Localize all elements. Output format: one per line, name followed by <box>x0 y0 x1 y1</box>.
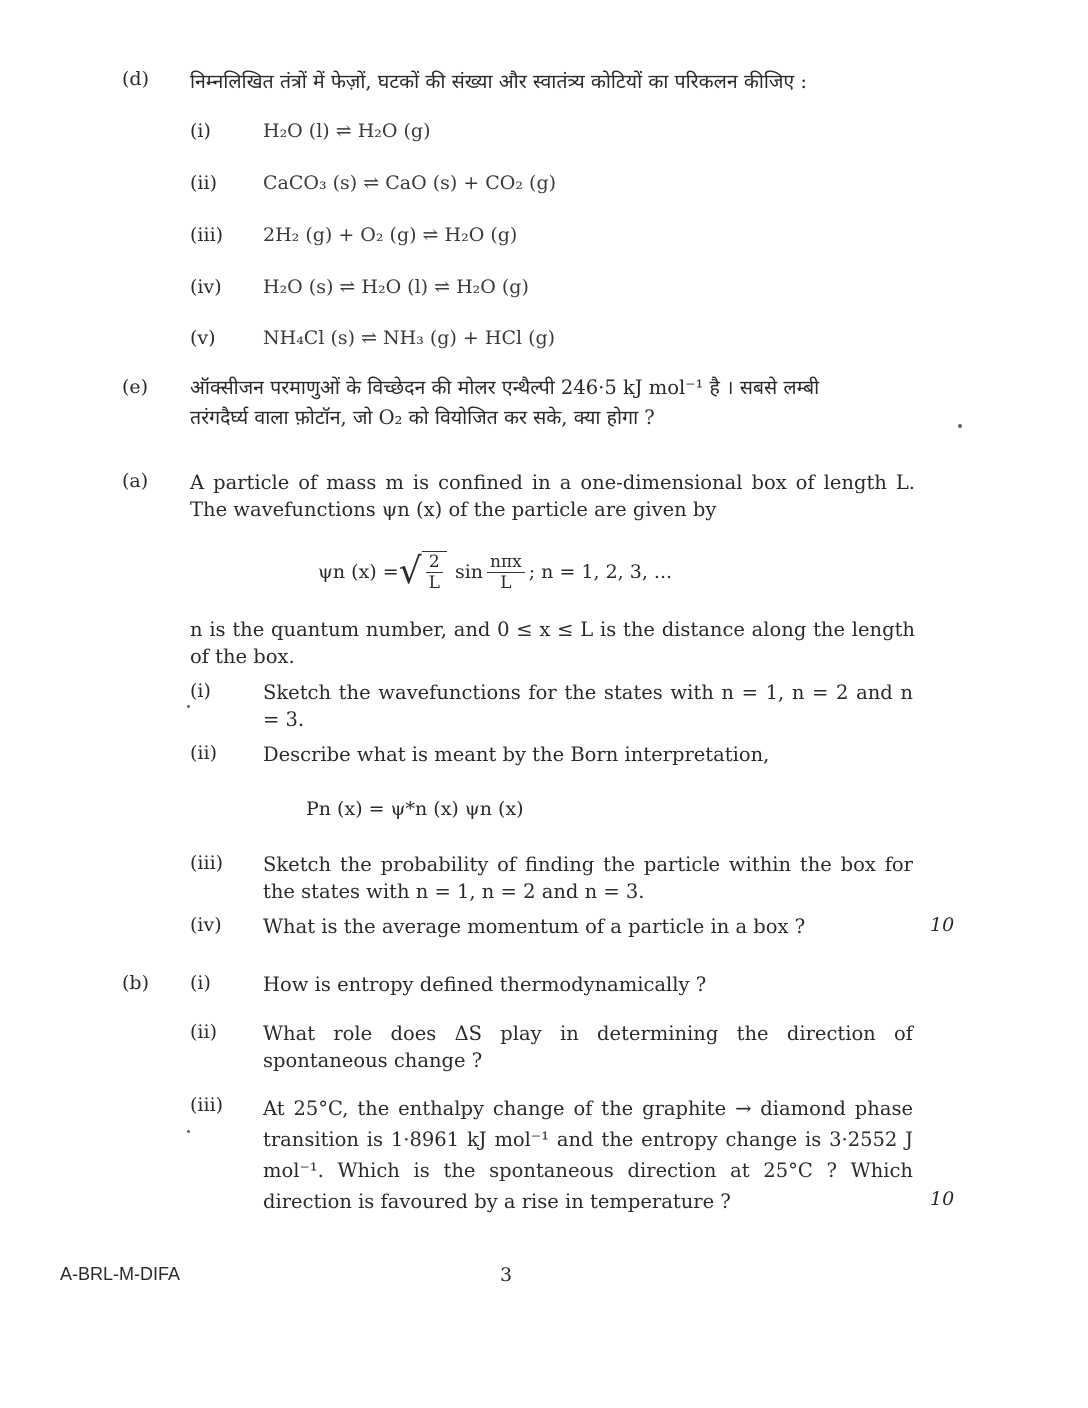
page-number: 3 <box>500 1264 513 1286</box>
part-d-item-equation: CaCO₃ (s) ⇌ CaO (s) + CO₂ (g) <box>263 172 557 194</box>
sin-function: sin <box>454 560 484 583</box>
part-d-item-equation: H₂O (l) ⇌ H₂O (g) <box>263 120 431 142</box>
sqrt-symbol: √ <box>398 551 422 592</box>
part-a-after-text: n is the quantum number, and 0 ≤ x ≤ L is the distance along the length of the box. <box>190 618 915 668</box>
part-d-label: (d) <box>122 68 149 90</box>
part-a-sub-label: (iv) <box>190 914 222 936</box>
part-b-marks: 10 <box>930 1188 955 1210</box>
part-b-sub-label: (ii) <box>190 1021 217 1043</box>
part-d-item-label: (i) <box>190 120 211 142</box>
scan-speck <box>187 705 190 708</box>
wavefunction-lhs: ψn (x) = <box>318 560 399 583</box>
paper-code: A-BRL-M-DIFA <box>60 1264 181 1284</box>
fraction-numerator: nπx <box>487 552 525 573</box>
part-a-sub-text: Sketch the probability of finding the particle within the box for the states with n = 1, n = 2 and n = 3. <box>263 853 913 903</box>
part-a-label: (a) <box>122 470 149 492</box>
part-b-sub-text: How is entropy defined thermodynamically ? <box>263 973 707 996</box>
part-b-label: (b) <box>122 972 149 994</box>
fraction-numerator: 2 <box>426 552 443 573</box>
fraction-npix-over-l <box>487 552 525 593</box>
scan-speck <box>958 424 962 428</box>
part-d-item-label: (iii) <box>190 224 224 246</box>
part-d-item-equation: 2H₂ (g) + O₂ (g) ⇌ H₂O (g) <box>263 224 518 246</box>
part-e-line-1: ऑक्सीजन परमाणुओं के विच्छेदन की मोलर एन्थैल्पी 246·5 kJ mol⁻¹ है । सबसे लम्बी <box>190 376 820 399</box>
part-a-sub-text: Sketch the wavefunctions for the states with n = 1, n = 2 and n = 3. <box>263 681 913 731</box>
part-a-sub-text: Describe what is meant by the Born interpretation, <box>263 743 770 766</box>
part-d-item-label: (iv) <box>190 276 222 298</box>
part-d-item-equation: NH₄Cl (s) ⇌ NH₃ (g) + HCl (g) <box>263 327 556 349</box>
part-e-label: (e) <box>122 376 149 398</box>
part-d-item-label: (ii) <box>190 172 217 194</box>
born-interpretation-equation: Pn (x) = ψ*n (x) ψn (x) <box>306 798 524 820</box>
fraction-two-over-l <box>426 552 443 593</box>
part-d-item-equation: H₂O (s) ⇌ H₂O (l) ⇌ H₂O (g) <box>263 276 529 298</box>
part-a-marks: 10 <box>930 914 955 936</box>
part-a-sub-label: (iii) <box>190 852 224 874</box>
part-b-sub-label: (i) <box>190 972 211 994</box>
part-b-sub-text: At 25°C, the enthalpy change of the graphite → diamond phase transition is 1·8961 kJ mol⁻¹ and the entropy change is 3·2552 J mol⁻¹. Which is the spontaneous direction at 25°C ? Which direction is favoured by a rise in temperature ? <box>263 1097 913 1213</box>
scan-speck <box>187 1130 190 1133</box>
sqrt-radicand <box>422 551 447 593</box>
wavefunction-rhs: ; n = 1, 2, 3, ... <box>528 560 673 583</box>
part-d-item-label: (v) <box>190 327 216 349</box>
part-a-sub-text: What is the average momentum of a particle in a box ? <box>263 915 806 938</box>
wavefunction-equation <box>318 540 672 604</box>
fraction-denominator: L <box>428 573 440 593</box>
part-b-sub-label: (iii) <box>190 1094 224 1116</box>
fraction-denominator: L <box>500 572 512 593</box>
part-b-sub-text: What role does ΔS play in determining the direction of spontaneous change ? <box>263 1022 913 1072</box>
part-a-sub-label: (i) <box>190 680 211 702</box>
part-a-intro: A particle of mass m is confined in a one-dimensional box of length L. The wavefunctions ψn (x) of the particle are given by <box>190 471 915 521</box>
part-d-question: निम्नलिखित तंत्रों में फेज़ों, घटकों की संख्या और स्वातंत्र्य कोटियों का परिकलन कीजिए : <box>190 70 807 93</box>
part-e-line-2: तरंगदैर्घ्य वाला फ़ोटॉन, जो O₂ को वियोजित कर सके, क्या होगा ? <box>190 406 655 429</box>
part-a-sub-label: (ii) <box>190 742 217 764</box>
